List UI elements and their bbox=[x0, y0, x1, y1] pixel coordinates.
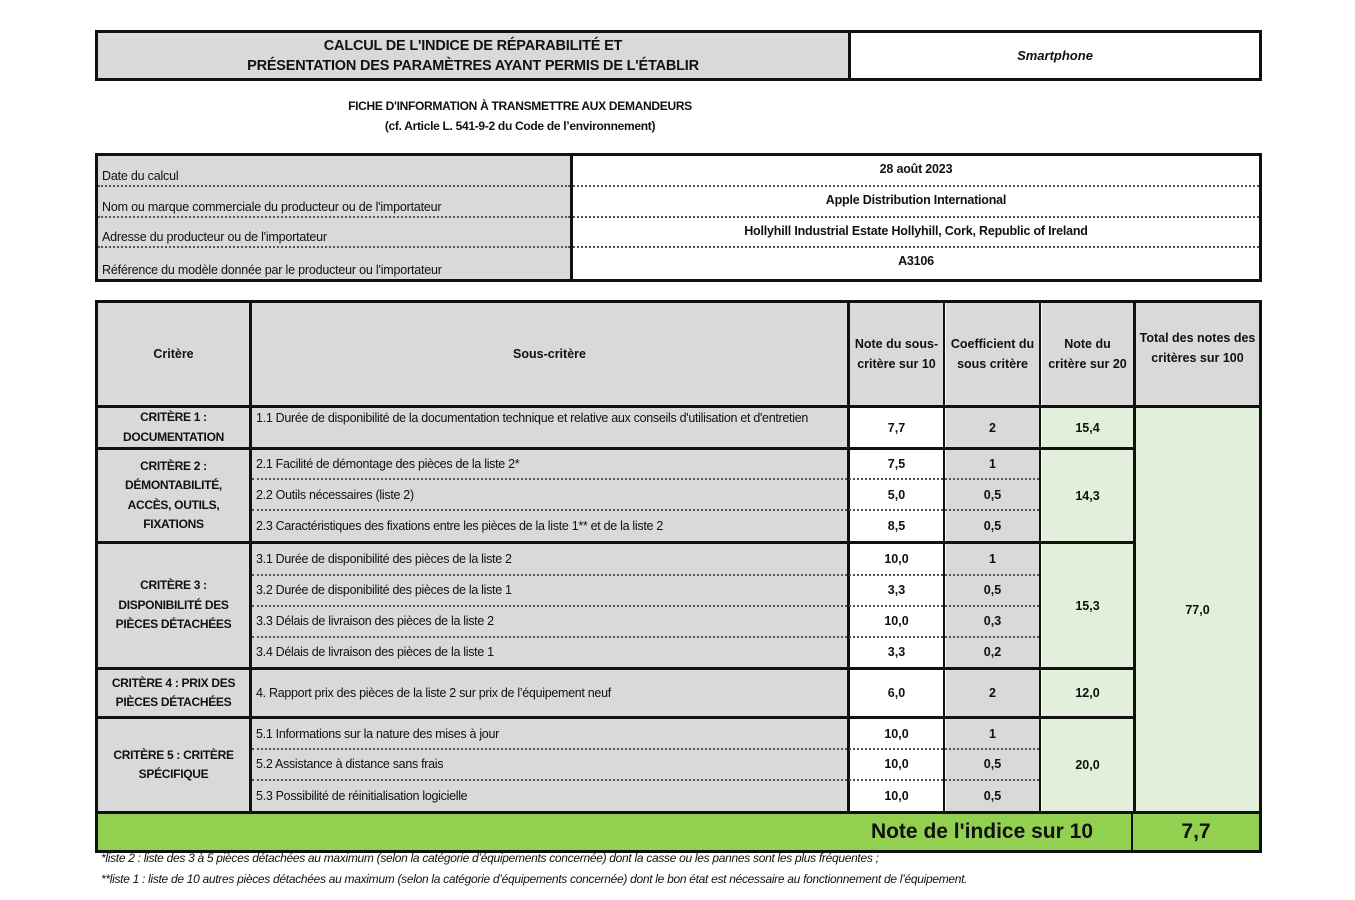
criterion-1-name: CRITÈRE 1 : DOCUMENTATION bbox=[98, 408, 249, 447]
row-divider bbox=[252, 779, 1039, 781]
subcriterion-2-3: 2.3 Caractéristiques des fixations entre les pièces de la liste 1** et de la liste 2 bbox=[256, 519, 663, 533]
note-2-3: 8,5 bbox=[887, 519, 906, 533]
header-note-sous-critere: Note du sous-critère sur 10 bbox=[850, 303, 943, 405]
note-4: 6,0 bbox=[887, 686, 906, 700]
subcriterion-5-2: 5.2 Assistance à distance sans frais bbox=[256, 757, 444, 771]
subcriterion-3-2: 3.2 Durée de disponibilité des pièces de la liste 1 bbox=[256, 583, 512, 597]
coef-5-2: 0,5 bbox=[983, 757, 1002, 771]
divider bbox=[1039, 303, 1041, 811]
note-1-1: 7,7 bbox=[887, 420, 906, 435]
note-3-4: 3,3 bbox=[887, 645, 906, 659]
criterion-2-name: CRITÈRE 2 : DÉMONTABILITÉ, ACCÈS, OUTILS, FIXATIONS bbox=[98, 450, 249, 541]
info-label-model: Référence du modèle donnée par le producteur ou l'importateur bbox=[102, 263, 442, 277]
criterion-4-name: CRITÈRE 4 : PRIX DES PIÈCES DÉTACHÉES bbox=[98, 670, 249, 716]
info-label-brand: Nom ou marque commerciale du producteur ou de l'importateur bbox=[98, 187, 570, 218]
row-divider bbox=[252, 478, 1039, 480]
note-5-3: 10,0 bbox=[884, 788, 909, 803]
criterion-1-score: 15,4 bbox=[1042, 408, 1133, 447]
divider bbox=[98, 405, 1259, 408]
header-total: Total des notes des critères sur 100 bbox=[1136, 303, 1259, 405]
subcriterion-4: 4. Rapport prix des pièces de la liste 2 sur prix de l’équipement neuf bbox=[256, 686, 611, 700]
subcriterion-5-1: 5.1 Informations sur la nature des mises à jour bbox=[256, 726, 499, 741]
product-info-table bbox=[95, 153, 1262, 282]
divider bbox=[98, 541, 1136, 544]
note-3-3: 10,0 bbox=[884, 614, 909, 628]
index-score-bar bbox=[98, 811, 1259, 850]
divider bbox=[98, 667, 1136, 670]
subcriterion-2-1: 2.1 Facilité de démontage des pièces de la liste 2* bbox=[256, 457, 520, 471]
note-3-1: 10,0 bbox=[884, 552, 909, 566]
row-divider bbox=[252, 748, 1039, 750]
header-note-critere: Note du critère sur 20 bbox=[1042, 303, 1133, 405]
title-line-1: CALCUL DE L'INDICE DE RÉPARABILITÉ ET bbox=[323, 37, 623, 54]
info-value-brand: Apple Distribution International bbox=[573, 187, 1259, 218]
criterion-3-name: CRITÈRE 3 : DISPONIBILITÉ DES PIÈCES DÉTACHÉES bbox=[98, 544, 249, 667]
note-2-1: 7,5 bbox=[887, 457, 906, 471]
title-box bbox=[95, 30, 1262, 81]
index-value: 7,7 bbox=[1181, 820, 1211, 843]
subcriterion-2-2: 2.2 Outils nécessaires (liste 2) bbox=[256, 488, 414, 502]
subcriterion-3-4: 3.4 Délais de livraison des pièces de la liste 1 bbox=[256, 645, 494, 659]
divider bbox=[943, 303, 945, 811]
divider bbox=[98, 447, 1136, 450]
criterion-4-score: 12,0 bbox=[1042, 670, 1133, 716]
index-label: Note de l'indice sur 10 bbox=[98, 814, 1133, 850]
subcriterion-3-3: 3.3 Délais de livraison des pièces de la liste 2 bbox=[256, 614, 494, 628]
subcriterion-5-3: 5.3 Possibilité de réinitialisation logicielle bbox=[256, 788, 468, 803]
info-label-date: Date du calcul bbox=[98, 156, 570, 187]
coef-5-3: 0,5 bbox=[983, 788, 1002, 803]
criterion-2-score: 14,3 bbox=[1042, 450, 1133, 541]
criterion-3-score: 15,3 bbox=[1042, 544, 1133, 667]
criterion-5-name: CRITÈRE 5 : CRITÈRE SPÉCIFIQUE bbox=[98, 719, 249, 811]
info-values-column bbox=[573, 156, 1259, 279]
divider bbox=[1133, 303, 1136, 811]
info-value-address: Hollyhill Industrial Estate Hollyhill, Cork, Republic of Ireland bbox=[573, 218, 1259, 249]
row-divider bbox=[252, 636, 1039, 638]
footnote-liste-2: *liste 2 : liste des 3 à 5 pièces détachées au maximum (selon la catégorie d’équipements concernée) dont la casse ou les pannes sont les plus fréquentes ; bbox=[101, 851, 879, 865]
coef-3-2: 0,5 bbox=[983, 583, 1002, 597]
coef-2-1: 1 bbox=[989, 457, 996, 471]
info-label-address: Adresse du producteur ou de l'importateur bbox=[98, 218, 570, 249]
note-5-2: 10,0 bbox=[884, 757, 909, 771]
note-3-2: 3,3 bbox=[887, 583, 906, 597]
document-title bbox=[98, 33, 851, 78]
note-5-1: 10,0 bbox=[884, 726, 909, 741]
info-value-model: A3106 bbox=[898, 254, 934, 269]
note-2-2: 5,0 bbox=[887, 488, 906, 502]
header-coefficient: Coefficient du sous critère bbox=[946, 303, 1039, 405]
subcriterion-3-1: 3.1 Durée de disponibilité des pièces de la liste 2 bbox=[256, 552, 512, 566]
coef-1-1: 2 bbox=[989, 420, 996, 435]
row-divider bbox=[252, 509, 1039, 511]
coef-2-2: 0,5 bbox=[983, 488, 1002, 502]
title-line-2: PRÉSENTATION DES PARAMÈTRES AYANT PERMIS DE L'ÉTABLIR bbox=[247, 57, 699, 74]
header-critere: Critère bbox=[98, 303, 249, 405]
divider bbox=[847, 303, 850, 811]
coef-3-4: 0,2 bbox=[983, 645, 1002, 659]
total-score-100: 77,0 bbox=[1136, 408, 1259, 811]
info-labels-column bbox=[98, 156, 573, 279]
coef-3-1: 1 bbox=[989, 552, 996, 566]
divider bbox=[249, 303, 252, 811]
subcriterion-1-1: 1.1 Durée de disponibilité de la documentation technique et relative aux conseils d'utilisation et d'entretien bbox=[256, 411, 809, 425]
subtitle-line-1: FICHE D'INFORMATION À TRANSMETTRE AUX DEMANDEURS bbox=[348, 99, 692, 113]
coef-5-1: 1 bbox=[989, 726, 996, 741]
coef-4: 2 bbox=[989, 686, 996, 700]
criterion-5-score: 20,0 bbox=[1042, 719, 1133, 811]
row-divider bbox=[252, 574, 1039, 576]
header-sous-critere: Sous-critère bbox=[252, 303, 847, 405]
coef-2-3: 0,5 bbox=[983, 519, 1002, 533]
divider bbox=[98, 716, 1136, 719]
subtitle-line-2: (cf. Article L. 541-9-2 du Code de l’environnement) bbox=[384, 119, 656, 133]
coef-3-3: 0,3 bbox=[983, 614, 1002, 628]
repairability-table bbox=[95, 300, 1262, 853]
subtitle bbox=[250, 96, 790, 136]
row-divider bbox=[252, 605, 1039, 607]
info-value-date: 28 août 2023 bbox=[573, 156, 1259, 187]
product-category: Smartphone bbox=[1017, 48, 1093, 63]
footnote-liste-1: **liste 1 : liste de 10 autres pièces détachées au maximum (selon la catégorie d’équipements concernée) dont le bon état est nécessaire au fonctionnement de l’équipement. bbox=[101, 872, 968, 886]
